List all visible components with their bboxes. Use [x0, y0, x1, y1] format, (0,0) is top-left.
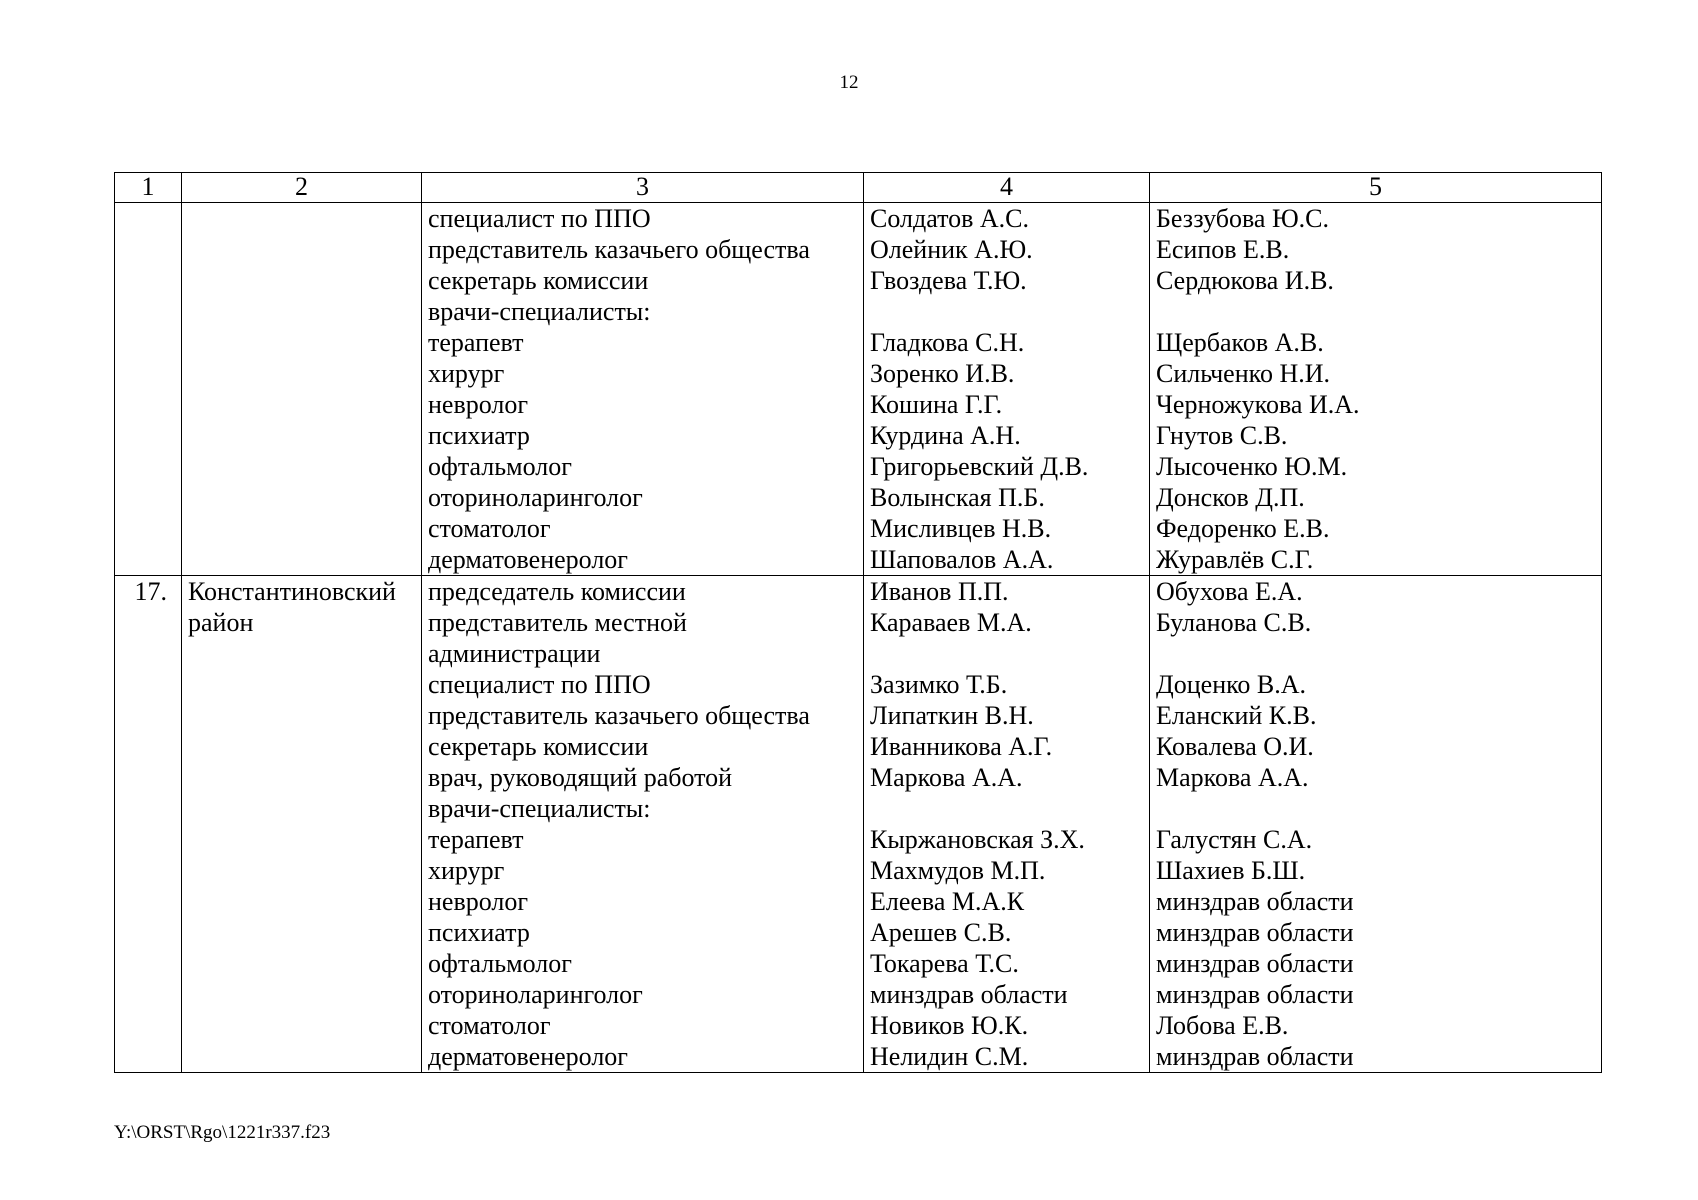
role-cell: дерматовенеролог	[428, 1042, 628, 1071]
district-line: Константиновский	[188, 577, 396, 606]
role-cell: офтальмолог	[428, 949, 572, 978]
primary-column	[864, 576, 1150, 1073]
role-cell: психиатр	[428, 421, 530, 450]
reserve-cell: Еланский К.В.	[1156, 701, 1317, 730]
role-cell: специалист по ППО	[428, 204, 651, 233]
reserve-cell: Черножукова И.А.	[1156, 390, 1360, 419]
reserve-cell: Лысоченко Ю.М.	[1156, 452, 1348, 481]
role-column	[422, 576, 864, 1073]
role-cell: терапевт	[428, 825, 524, 854]
reserve-cell	[1156, 638, 1601, 669]
reserve-cell	[1156, 793, 1601, 824]
role-cell: секретарь комиссии	[428, 266, 649, 295]
primary-cell: Зазимко Т.Б.	[870, 670, 1008, 699]
reserve-cell: минздрав области	[1156, 949, 1354, 978]
reserve-cell: Лобова Е.В.	[1156, 1011, 1289, 1040]
role-cell: офтальмолог	[428, 452, 572, 481]
primary-cell: Елеева М.А.К	[870, 887, 1025, 916]
primary-cell: Курдина А.Н.	[870, 421, 1021, 450]
table-section-row	[115, 576, 1602, 1073]
page-number: 12	[839, 72, 859, 93]
primary-cell: Новиков Ю.К.	[870, 1011, 1029, 1040]
primary-cell: Солдатов А.С.	[870, 204, 1029, 233]
reserve-cell: Беззубова Ю.С.	[1156, 204, 1330, 233]
role-cell: специалист по ППО	[428, 670, 651, 699]
file-path-footer: Y:\ORST\Rgo\1221r337.f23	[114, 1122, 331, 1143]
role-cell: секретарь комиссии	[428, 732, 649, 761]
primary-cell: Нелидин С.М.	[870, 1042, 1029, 1071]
reserve-cell: Журавлёв С.Г.	[1156, 545, 1314, 574]
role-cell: стоматолог	[428, 1011, 551, 1040]
role-cell: представитель казачьего общества	[428, 235, 810, 264]
role-cell: стоматолог	[428, 514, 551, 543]
role-cell: дерматовенеролог	[428, 545, 628, 574]
primary-cell: Иванов П.П.	[870, 577, 1009, 606]
role-cell: хирург	[428, 856, 505, 885]
primary-cell: Зоренко И.В.	[870, 359, 1015, 388]
primary-cell: Мисливцев Н.В.	[870, 514, 1052, 543]
reserve-column	[1150, 203, 1602, 576]
reserve-cell: Шахиев Б.Ш.	[1156, 856, 1306, 885]
district-line: район	[188, 608, 254, 637]
reserve-cell: минздрав области	[1156, 980, 1354, 1009]
commission-table	[114, 172, 1602, 1073]
role-cell: врач, руководящий работой	[428, 763, 733, 792]
reserve-cell: Обухова Е.А.	[1156, 577, 1303, 606]
reserve-cell: Маркова А.А.	[1156, 763, 1309, 792]
reserve-cell: Галустян С.А.	[1156, 825, 1313, 854]
primary-cell: Липаткин В.Н.	[870, 701, 1034, 730]
reserve-cell: Есипов Е.В.	[1156, 235, 1290, 264]
reserve-column	[1150, 576, 1602, 1073]
district-name	[182, 203, 422, 576]
reserve-cell: Сердюкова И.В.	[1156, 266, 1334, 295]
primary-cell: Шаповалов А.А.	[870, 545, 1054, 574]
primary-cell: Гвоздева Т.Ю.	[870, 266, 1027, 295]
section-number	[115, 203, 182, 576]
role-cell: председатель комиссии	[428, 577, 686, 606]
table-header-row	[115, 173, 1602, 203]
primary-cell	[870, 296, 1149, 327]
primary-column	[864, 203, 1150, 576]
reserve-cell: Федоренко Е.В.	[1156, 514, 1330, 543]
role-cell: невролог	[428, 887, 529, 916]
reserve-cell: минздрав области	[1156, 1042, 1354, 1071]
column-header: 4	[864, 173, 1150, 203]
district-name	[182, 576, 422, 1073]
column-header: 2	[182, 173, 422, 203]
reserve-cell: Ковалева О.И.	[1156, 732, 1314, 761]
primary-cell: Гладкова С.Н.	[870, 328, 1025, 357]
reserve-cell: Щербаков А.В.	[1156, 328, 1324, 357]
reserve-cell: Сильченко Н.И.	[1156, 359, 1331, 388]
role-cell: терапевт	[428, 328, 524, 357]
reserve-cell: Донсков Д.П.	[1156, 483, 1305, 512]
reserve-cell: минздрав области	[1156, 918, 1354, 947]
primary-cell: Кыржановская З.Х.	[870, 825, 1085, 854]
primary-cell: Волынская П.Б.	[870, 483, 1045, 512]
role-cell: оториноларинголог	[428, 483, 643, 512]
role-cell: психиатр	[428, 918, 530, 947]
primary-cell: Маркова А.А.	[870, 763, 1023, 792]
reserve-cell	[1156, 296, 1601, 327]
column-header: 3	[422, 173, 864, 203]
role-cell: администрации	[428, 639, 601, 668]
primary-cell: Махмудов М.П.	[870, 856, 1046, 885]
reserve-cell: Буланова С.В.	[1156, 608, 1312, 637]
primary-cell: Иванникова А.Г.	[870, 732, 1053, 761]
role-cell: хирург	[428, 359, 505, 388]
role-cell: оториноларинголог	[428, 980, 643, 1009]
role-cell: представитель местной	[428, 608, 687, 637]
primary-cell: Караваев М.А.	[870, 608, 1032, 637]
reserve-cell: минздрав области	[1156, 887, 1354, 916]
primary-cell	[870, 638, 1149, 669]
table-section-row	[115, 203, 1602, 576]
primary-cell: Олейник А.Ю.	[870, 235, 1033, 264]
role-column	[422, 203, 864, 576]
primary-cell: Григорьевский Д.В.	[870, 452, 1089, 481]
primary-cell	[870, 793, 1149, 824]
column-header: 5	[1150, 173, 1602, 203]
role-cell: невролог	[428, 390, 529, 419]
section-number: 17.	[115, 576, 182, 1073]
role-cell: представитель казачьего общества	[428, 701, 810, 730]
reserve-cell: Доценко В.А.	[1156, 670, 1307, 699]
reserve-cell: Гнутов С.В.	[1156, 421, 1288, 450]
primary-cell: Токарева Т.С.	[870, 949, 1019, 978]
primary-cell: Кошина Г.Г.	[870, 390, 1003, 419]
role-cell: врачи-специалисты:	[428, 794, 651, 823]
column-header: 1	[115, 173, 182, 203]
role-cell: врачи-специалисты:	[428, 297, 651, 326]
primary-cell: минздрав области	[870, 980, 1068, 1009]
primary-cell: Арешев С.В.	[870, 918, 1012, 947]
